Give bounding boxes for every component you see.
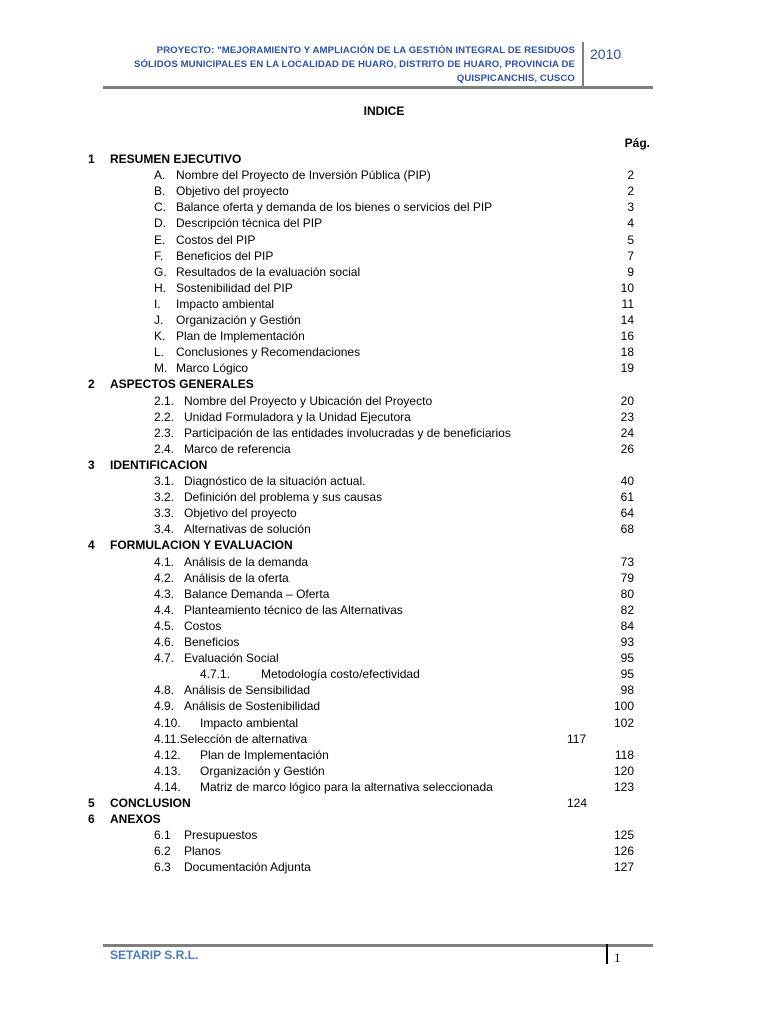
toc-entry-code: L. xyxy=(154,345,165,360)
toc-entry-row xyxy=(0,328,768,344)
toc-entry-code: 4.12. xyxy=(154,747,181,762)
toc-page-number: 98 xyxy=(620,683,634,698)
toc-entry-row xyxy=(0,248,768,264)
toc-entry-code: B. xyxy=(154,184,166,199)
toc-entry-code: 3.4. xyxy=(154,522,175,537)
toc-entry-row xyxy=(0,666,768,682)
toc-entry-row xyxy=(0,280,768,296)
toc-entry-row xyxy=(0,409,768,425)
toc-page-number: 79 xyxy=(620,570,634,585)
toc-entry-code: 6.3 xyxy=(154,860,171,875)
page-title: INDICE xyxy=(363,104,405,118)
toc-entry-code: I. xyxy=(154,296,161,311)
toc-entry-row xyxy=(0,360,768,376)
toc-entry-label: Impacto ambiental xyxy=(176,296,275,311)
toc-entry-label: Descripción técnica del PIP xyxy=(176,216,323,231)
toc-page-number: 16 xyxy=(620,329,634,344)
toc-entry-label: Costos xyxy=(184,618,222,633)
toc-page-number: 7 xyxy=(627,248,634,263)
toc-entry-label: 4.11.Selección de alternativa xyxy=(154,731,308,746)
toc-page-number: 14 xyxy=(620,313,634,327)
toc-entry-row xyxy=(0,344,768,360)
toc-entry-row xyxy=(0,827,768,843)
toc-entry-code: 4.7. xyxy=(154,651,175,666)
toc-entry-code: F. xyxy=(154,248,164,263)
toc-page-number: 19 xyxy=(620,361,634,376)
toc-entry-row xyxy=(0,747,768,763)
toc-entry-code: 2.2. xyxy=(154,409,175,424)
toc-entry-row xyxy=(0,570,768,586)
toc-entry-label: Marco Lógico xyxy=(176,361,249,376)
toc-entry-row xyxy=(0,199,768,215)
toc-entry-label: Documentación Adjunta xyxy=(184,860,311,875)
toc-page-number: 123 xyxy=(613,779,634,794)
toc-page-number: 23 xyxy=(620,409,634,424)
toc-page-number: 125 xyxy=(613,828,634,843)
toc-entry-label: Presupuestos xyxy=(184,828,258,843)
toc-entry-code: 4.9. xyxy=(154,699,175,714)
toc-page-number: 2 xyxy=(627,184,634,199)
toc-page-number: 18 xyxy=(620,345,634,360)
toc-section-number: 6 xyxy=(88,812,95,827)
toc-entry-label: Matriz de marco lógico para la alternativa seleccionada xyxy=(200,779,493,794)
toc-entry-label: Participación de las entidades involucradas y de beneficiarios xyxy=(184,425,511,440)
footer-page-number: 1 xyxy=(614,950,621,965)
toc-entry-label: Sostenibilidad del PIP xyxy=(176,280,293,295)
project-title-line-2: SÓLIDOS MUNICIPALES EN LA LOCALIDAD DE HUARO, DISTRITO DE HUARO, PROVINCIA DE xyxy=(133,59,575,70)
toc-page-number: 95 xyxy=(620,651,634,666)
toc-entry-code: 2.3. xyxy=(154,425,175,440)
toc-section-label: ASPECTOS GENERALES xyxy=(110,377,254,392)
toc-entry-label: Diagnóstico de la situación actual. xyxy=(184,474,366,488)
toc-entry-code: 3.3. xyxy=(154,506,175,521)
toc-entry-label: Objetivo del proyecto xyxy=(176,184,289,199)
toc-entry-row xyxy=(0,473,768,489)
toc-entry-code: 4.1. xyxy=(154,554,175,569)
toc-page-number: 118 xyxy=(614,747,634,762)
toc-section-label: RESUMEN EJECUTIVO xyxy=(110,152,242,166)
toc-entry-label: Impacto ambiental xyxy=(200,715,299,730)
toc-page-number: 82 xyxy=(620,602,634,617)
toc-section-number: 4 xyxy=(88,538,95,553)
toc-entry-label: Costos del PIP xyxy=(176,232,256,247)
toc-entry-label: Unidad Formuladora y la Unidad Ejecutora xyxy=(184,409,411,424)
toc-entry-row xyxy=(0,183,768,199)
toc-page-number: 80 xyxy=(620,586,634,601)
footer-divider-vertical xyxy=(606,944,608,964)
toc-entry-code: J. xyxy=(154,313,164,327)
toc-page-number: 3 xyxy=(627,200,634,215)
toc-entry-code: 4.14. xyxy=(154,779,181,794)
toc-page-number: 84 xyxy=(620,618,634,633)
toc-page-number: 68 xyxy=(620,522,634,537)
toc-entry-code: 6.1 xyxy=(154,828,171,843)
toc-page-number: 127 xyxy=(613,860,634,875)
toc-entry-row xyxy=(0,843,768,859)
toc-entry-code: M. xyxy=(154,361,168,376)
toc-entry-row xyxy=(0,634,768,650)
toc-section-number: 5 xyxy=(88,796,95,810)
project-title-line-1: PROYECTO: "MEJORAMIENTO Y AMPLIACIÓN DE LA GESTIÓN INTEGRAL DE RESIDUOS xyxy=(156,45,575,56)
footer-company: SETARIP S.R.L. xyxy=(110,948,199,962)
toc-entry-label: Análisis de Sostenibilidad xyxy=(184,699,321,714)
toc-page-number: 5 xyxy=(627,232,634,247)
toc-entry-code: 2.1. xyxy=(154,393,175,408)
toc-entry-code: 3.1. xyxy=(154,474,175,488)
toc-entry-code: 4.2. xyxy=(154,570,175,585)
toc-entry-label: Plan de Implementación xyxy=(200,747,329,762)
toc-entry-row xyxy=(0,505,768,521)
toc-page-number: 120 xyxy=(613,763,634,778)
toc-entry-label: Resultados de la evaluación social xyxy=(176,264,361,279)
toc-entry-code: 4.8. xyxy=(154,683,175,698)
toc-entry-label: Balance oferta y demanda de los bienes o servicios del PIP xyxy=(176,200,493,215)
toc-entry-row xyxy=(0,489,768,505)
toc-page-number: 2 xyxy=(627,168,634,183)
toc-entry-row xyxy=(0,618,768,634)
toc-section-label: ANEXOS xyxy=(110,812,161,827)
toc-entry-code: 4.10. xyxy=(154,715,181,730)
toc-entry-label: Análisis de Sensibilidad xyxy=(184,683,311,698)
toc-page-number: 11 xyxy=(621,296,634,311)
toc-entry-code: E. xyxy=(154,232,166,247)
toc-entry-row xyxy=(0,586,768,602)
toc-page-number: 61 xyxy=(620,490,634,505)
toc-entry-label: Marco de referencia xyxy=(184,441,291,456)
toc-page-number: 73 xyxy=(620,554,634,569)
toc-page-number: 126 xyxy=(613,844,634,859)
toc-page-number: 64 xyxy=(620,506,634,521)
toc-entry-label: Evaluación Social xyxy=(184,651,279,666)
toc-page-number: 40 xyxy=(620,474,634,488)
toc-page-number: 124 xyxy=(567,796,588,810)
toc-section-row xyxy=(0,457,768,473)
toc-entry-row xyxy=(0,232,768,248)
toc-page-number: 100 xyxy=(613,699,634,714)
toc-entry-label: Objetivo del proyecto xyxy=(184,506,297,521)
toc-section-label: CONCLUSION xyxy=(110,796,191,810)
toc-entry-row xyxy=(0,779,768,795)
toc-entry-row xyxy=(0,521,768,537)
toc-section-row xyxy=(0,151,768,167)
toc-entry-row xyxy=(0,682,768,698)
toc-entry-row xyxy=(0,650,768,666)
toc-entry-row xyxy=(0,425,768,441)
toc-page-number: 117 xyxy=(567,731,587,746)
toc-entry-row xyxy=(0,296,768,312)
toc-entry-label: Beneficios del PIP xyxy=(176,248,274,263)
toc-entry-label: Nombre del Proyecto y Ubicación del Proyecto xyxy=(184,393,433,408)
footer-divider-horizontal xyxy=(103,944,653,947)
toc-entry-label: Organización y Gestión xyxy=(200,763,325,778)
toc-page-number: 26 xyxy=(620,441,634,456)
toc-entry-label: Balance Demanda – Oferta xyxy=(184,586,330,601)
toc-entry-code: 4.13. xyxy=(154,763,181,778)
toc-entry-row xyxy=(0,859,768,875)
toc-page-number: 10 xyxy=(620,280,634,295)
toc-entry-code: C. xyxy=(154,200,166,215)
toc-entry-row xyxy=(0,167,768,183)
toc-entry-code: 4.5. xyxy=(154,618,175,633)
toc-entry-label: Planos xyxy=(184,844,221,859)
toc-page-number: 93 xyxy=(620,635,634,649)
toc-entry-code: G. xyxy=(154,264,167,279)
toc-section-row xyxy=(0,376,768,392)
toc-section-row xyxy=(0,811,768,827)
toc-entry-code: 4.4. xyxy=(154,602,175,617)
toc-entry-code: 4.6. xyxy=(154,635,175,649)
toc-entry-row xyxy=(0,215,768,231)
toc-entry-row xyxy=(0,393,768,409)
toc-section-number: 2 xyxy=(88,377,95,392)
toc-page-number: 24 xyxy=(620,425,634,440)
toc-entry-label: Organización y Gestión xyxy=(176,313,301,327)
toc-page-number: 4 xyxy=(627,216,634,231)
toc-entry-label: Nombre del Proyecto de Inversión Pública (PIP) xyxy=(176,168,431,183)
toc-entry-code: D. xyxy=(154,216,166,231)
toc-entry-row xyxy=(0,731,768,747)
page-column-label: Pág. xyxy=(624,136,650,150)
toc-page-number: 102 xyxy=(613,715,634,730)
toc-entry-code: A. xyxy=(154,168,166,183)
toc-page-number: 20 xyxy=(620,393,634,408)
toc-page-number: 95 xyxy=(620,667,634,682)
toc-entry-label: Beneficios xyxy=(184,635,240,649)
toc-entry-label: Plan de Implementación xyxy=(176,329,305,344)
toc-section-label: IDENTIFICACION xyxy=(110,457,208,472)
project-title-line-3: QUISPICANCHIS, CUSCO xyxy=(456,73,575,84)
toc-entry-code: 4.7.1. xyxy=(200,667,231,682)
toc-entry-code: H. xyxy=(154,280,166,295)
toc-entry-label: Análisis de la demanda xyxy=(184,554,309,569)
toc-entry-code: 4.3. xyxy=(154,586,175,601)
toc-entry-row xyxy=(0,554,768,570)
toc-entry-code: 3.2. xyxy=(154,490,175,505)
toc-section-row xyxy=(0,795,768,811)
toc-section-number: 3 xyxy=(88,457,95,472)
toc-entry-code: K. xyxy=(154,329,166,344)
toc-entry-row xyxy=(0,441,768,457)
toc-entry-label: Alternativas de solución xyxy=(184,522,311,537)
header-year: 2010 xyxy=(590,46,622,62)
toc-entry-row xyxy=(0,312,768,328)
toc-entry-row xyxy=(0,698,768,714)
toc-section-number: 1 xyxy=(88,152,95,166)
toc-entry-code: 6.2 xyxy=(154,844,171,859)
toc-entry-label: Metodología costo/efectividad xyxy=(261,667,420,682)
toc-section-row xyxy=(0,537,768,553)
toc-entry-row xyxy=(0,264,768,280)
toc-entry-row xyxy=(0,763,768,779)
toc-entry-code: 2.4. xyxy=(154,441,175,456)
toc-entry-label: Análisis de la oferta xyxy=(184,570,289,585)
toc-entry-label: Planteamiento técnico de las Alternativas xyxy=(184,602,403,617)
toc-entry-label: Definición del problema y sus causas xyxy=(184,490,383,505)
toc-page-number: 9 xyxy=(627,264,634,279)
toc-entry-row xyxy=(0,602,768,618)
toc-entry-row xyxy=(0,715,768,731)
toc-entry-label: Conclusiones y Recomendaciones xyxy=(176,345,361,360)
toc-section-label: FORMULACION Y EVALUACION xyxy=(110,538,293,553)
